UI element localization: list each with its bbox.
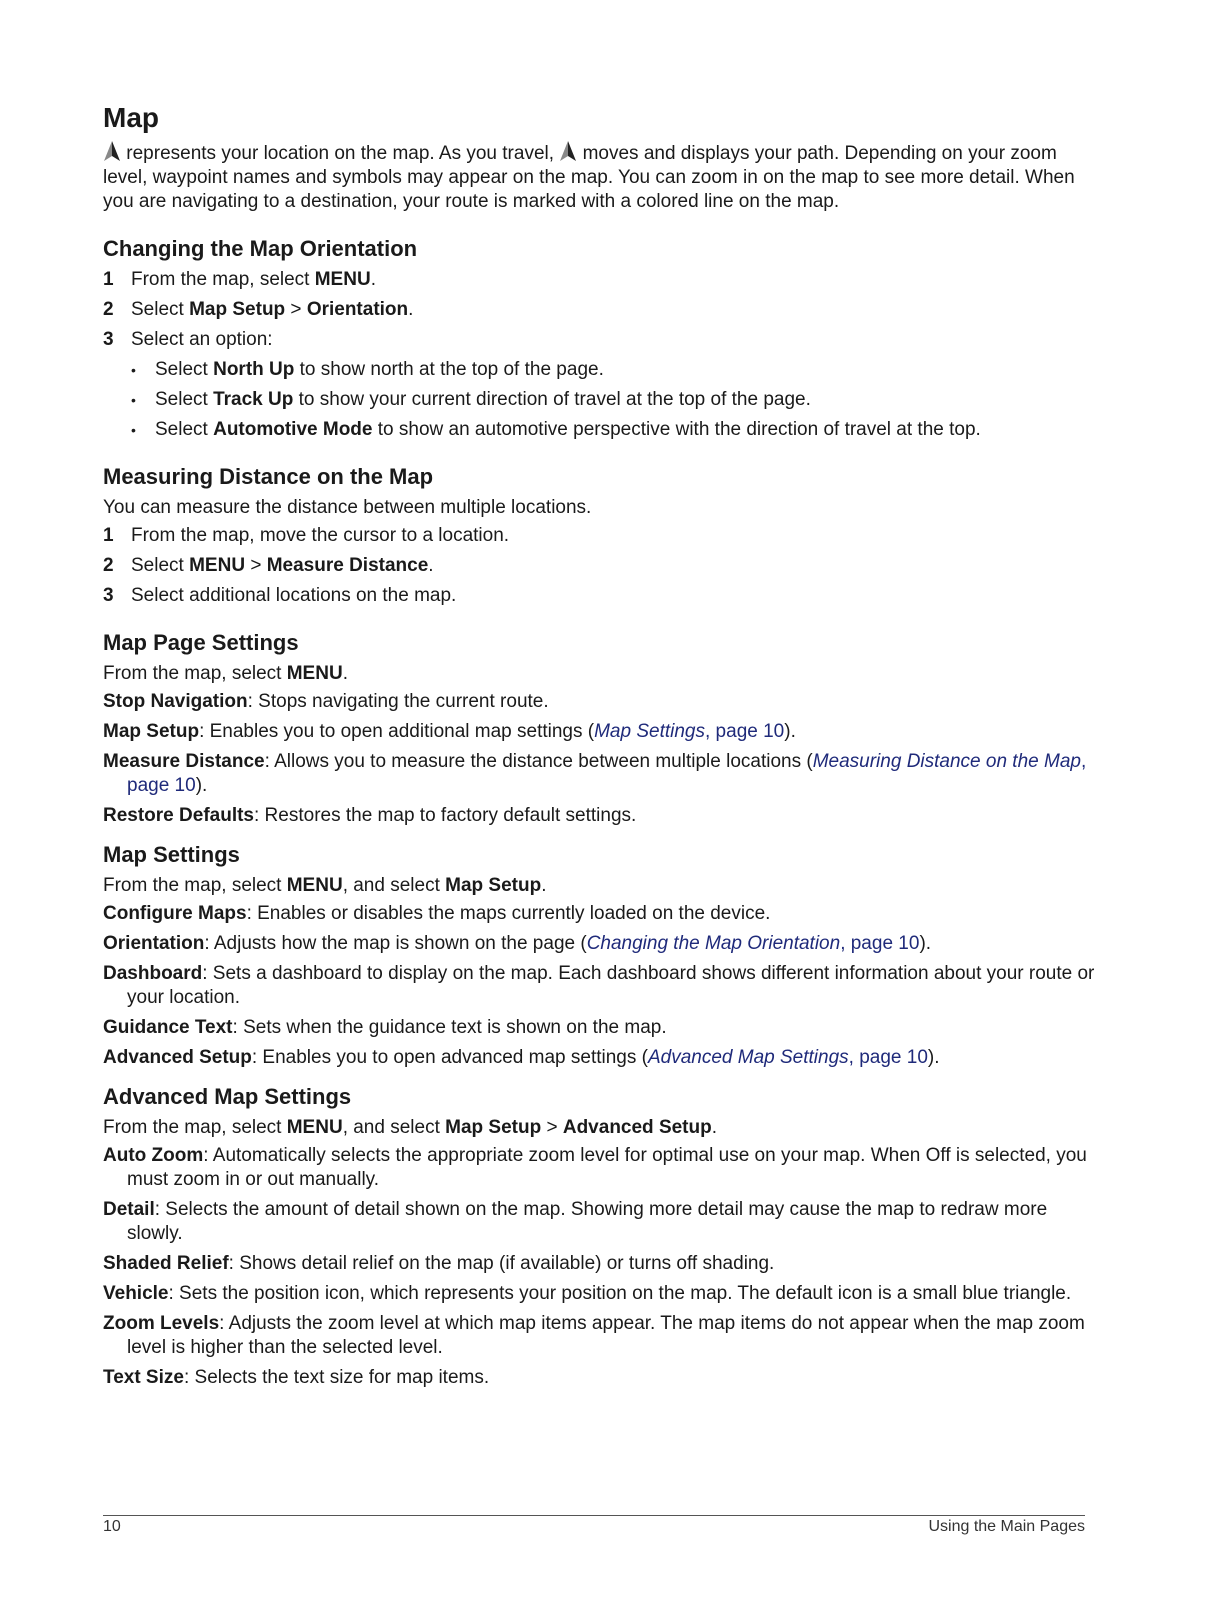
position-triangle-icon: [103, 140, 121, 162]
list-item: Advanced Setup: Enables you to open advanced map settings (Advanced Map Settings, page 10).: [103, 1047, 940, 1068]
list-item: • Select Track Up to show your current direction of travel at the top of the page.: [131, 389, 811, 410]
list-item: Orientation: Adjusts how the map is shown on the page (Changing the Map Orientation, page 10).: [103, 933, 932, 954]
advanced-map-settings-link[interactable]: Advanced Map Settings, page 10: [647, 1047, 928, 1068]
page-number: 10: [103, 1518, 121, 1535]
orientation-steps: [103, 268, 1105, 352]
list-item: Vehicle: Sets the position icon, which represents your position on the map. The default icon is a small blue triangle.: [103, 1283, 1072, 1304]
list-item: Dashboard: Sets a dashboard to display on the map. Each dashboard shows different information about your route or your location.: [103, 963, 1095, 1008]
map-settings-intro: From the map, select MENU, and select Map Setup.: [103, 875, 547, 896]
page-footer: [103, 1515, 1085, 1535]
list-item: Zoom Levels: Adjusts the zoom level at which map items appear. The map items do not appear when the map zoom level is higher than the selected level.: [103, 1313, 1085, 1358]
list-item: 2 Select Map Setup > Orientation.: [103, 299, 414, 320]
list-item: 1 From the map, select MENU.: [103, 269, 376, 290]
list-item: Guidance Text: Sets when the guidance text is shown on the map.: [103, 1017, 667, 1038]
heading-page-settings: Map Page Settings: [103, 630, 299, 655]
document-page: [103, 100, 1105, 1396]
list-item: 2 Select MENU > Measure Distance.: [103, 555, 434, 576]
heading-advanced: Advanced Map Settings: [103, 1084, 352, 1109]
list-item: Detail: Selects the amount of detail shown on the map. Showing more detail may cause the map to redraw more slowly.: [103, 1199, 1048, 1244]
map-settings-list: [103, 902, 1105, 1070]
advanced-intro: From the map, select MENU, and select Map Setup > Advanced Setup.: [103, 1117, 718, 1138]
measuring-intro: You can measure the distance between multiple locations.: [103, 497, 592, 518]
list-item: Measure Distance: Allows you to measure the distance between multiple locations (Measuring Distance on the Map, page 10).: [103, 751, 1087, 796]
list-item: Stop Navigation: Stops navigating the current route.: [103, 691, 549, 712]
list-item: Restore Defaults: Restores the map to factory default settings.: [103, 805, 637, 826]
list-item: Shaded Relief: Shows detail relief on the map (if available) or turns off shading.: [103, 1253, 775, 1274]
list-item: Configure Maps: Enables or disables the maps currently loaded on the device.: [103, 903, 771, 924]
heading-map: Map: [103, 102, 159, 133]
list-item: Text Size: Selects the text size for map items.: [103, 1367, 490, 1388]
changing-orientation-link[interactable]: Changing the Map Orientation, page 10: [586, 933, 920, 954]
heading-measuring: Measuring Distance on the Map: [103, 464, 434, 489]
position-triangle-icon: [559, 140, 577, 162]
map-settings-link[interactable]: Map Settings, page 10: [594, 721, 785, 742]
list-item: 3 Select an option:: [103, 329, 273, 350]
map-intro: represents your location on the map. As you travel, moves and displays your path. Depending on your zoom level, waypoint names and symbols may appear on the map. You can zoom in on the map to see more detail. When you are navigating to a destination, your route is marked with a colored line on the map.: [103, 140, 1105, 214]
heading-orientation: Changing the Map Orientation: [103, 236, 418, 261]
heading-map-settings: Map Settings: [103, 842, 240, 867]
list-item: Map Setup: Enables you to open additional map settings (Map Settings, page 10).: [103, 721, 796, 742]
list-item: • Select Automotive Mode to show an automotive perspective with the direction of travel at the top.: [131, 419, 981, 440]
measuring-distance-link[interactable]: Measuring Distance on the Map, page 10: [127, 751, 1087, 796]
list-item: 1 From the map, move the cursor to a location.: [103, 525, 510, 546]
orientation-options: [103, 358, 1105, 442]
measuring-steps: [103, 524, 1105, 608]
page-settings-intro: From the map, select MENU.: [103, 663, 348, 684]
advanced-list: [103, 1144, 1105, 1390]
page-settings-list: [103, 690, 1105, 828]
list-item: • Select North Up to show north at the top of the page.: [131, 359, 604, 380]
list-item: 3 Select additional locations on the map.: [103, 585, 457, 606]
list-item: Auto Zoom: Automatically selects the appropriate zoom level for optimal use on your map. When Off is selected, you must zoom in or out manually.: [103, 1145, 1087, 1190]
footer-section-title: Using the Main Pages: [928, 1518, 1085, 1535]
